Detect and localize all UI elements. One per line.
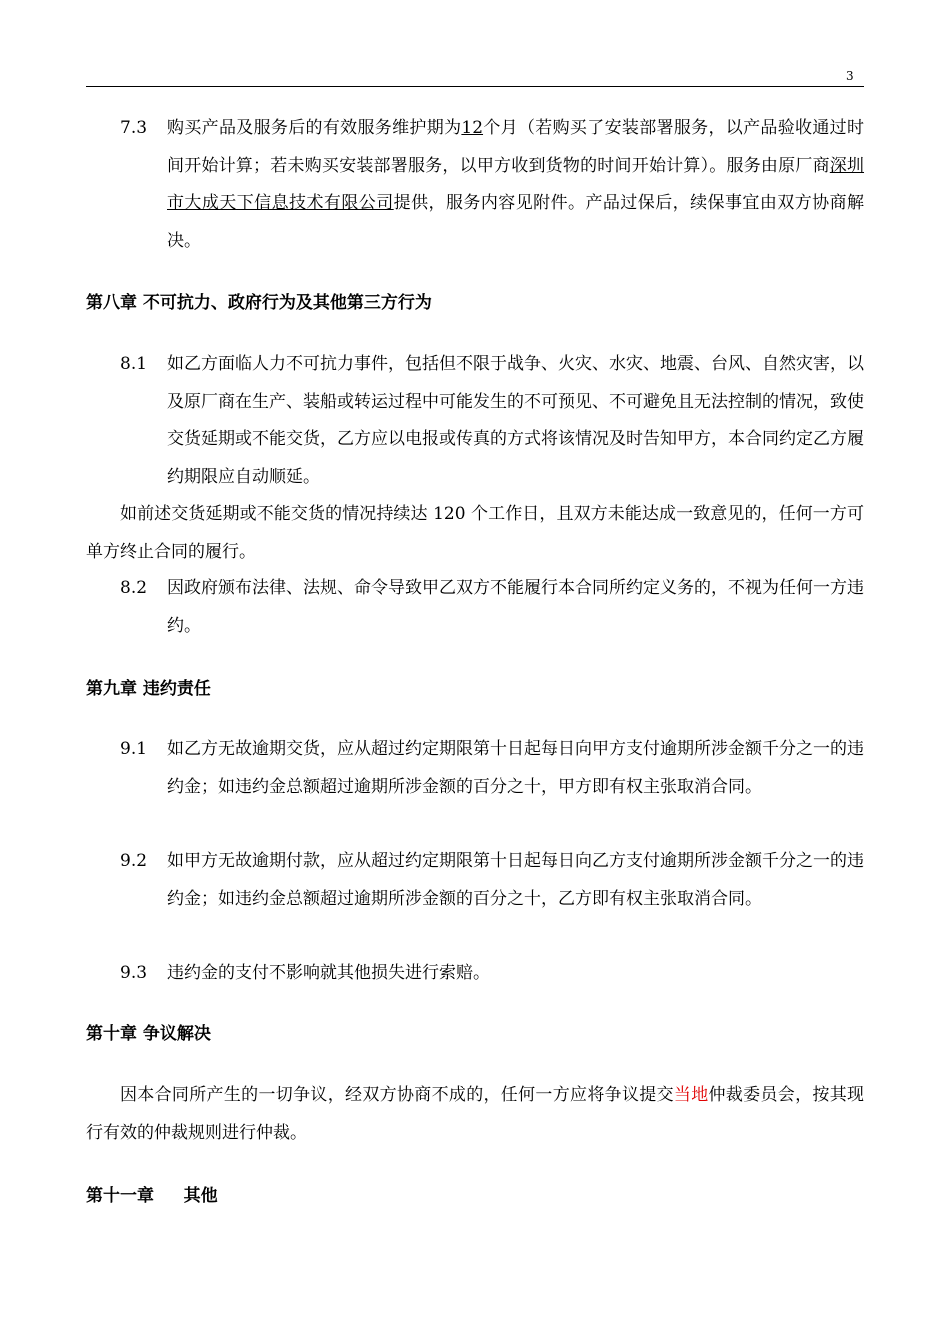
clause-number: 8.1: [120, 354, 148, 374]
clause-number: 8.2: [120, 578, 148, 598]
clause-7-3: [120, 110, 864, 260]
clause-number: 7.3: [120, 118, 148, 138]
clause-text-part: 提供，服务内容见附件。产品过保后，续保事宜由双方协商解决。: [167, 193, 865, 251]
chapter-10-paragraph: [86, 1077, 864, 1152]
clause-number: 9.2: [120, 851, 148, 871]
clause-number: 9.1: [120, 739, 148, 759]
chapter-11-title: 第十一章 其他: [86, 1186, 218, 1206]
paragraph-text-part: 仲裁委员会，按其现行有效的仲裁规则进行仲裁。: [86, 1085, 865, 1143]
arbitration-location: 当地: [673, 1085, 709, 1105]
clause-9-1: [120, 731, 864, 806]
chapter-8-paragraph: 如前述交货延期或不能交货的情况持续达 120 个工作日，且双方未能达成一致意见的，任何一方可单方终止合同的履行。: [86, 504, 864, 562]
service-period-value: 12: [461, 118, 484, 138]
clause-9-3: [120, 955, 864, 993]
clause-text: 违约金的支付不影响就其他损失进行索赔。: [167, 963, 490, 983]
vendor-name: 深圳市大成天下信息技术有限公司: [167, 155, 865, 213]
clause-9-2: [120, 843, 864, 918]
chapter-8-title: 第八章 不可抗力、政府行为及其他第三方行为: [86, 293, 432, 313]
clause-text: 如甲方无故逾期付款，应从超过约定期限第十日起每日向乙方支付逾期所涉金额千分之一的违约金；如违约金总额超过逾期所涉金额的百分之十，乙方即有权主张取消合同。: [167, 851, 864, 909]
clause-text: 如乙方无故逾期交货，应从超过约定期限第十日起每日向甲方支付逾期所涉金额千分之一的违约金；如违约金总额超过逾期所涉金额的百分之十，甲方即有权主张取消合同。: [167, 739, 864, 797]
paragraph-text-part: 因本合同所产生的一切争议，经双方协商不成的，任何一方应将争议提交: [120, 1085, 674, 1105]
chapter-9-title: 第九章 违约责任: [86, 679, 211, 699]
clause-text: [167, 110, 864, 260]
chapter-10-title: 第十章 争议解决: [86, 1024, 211, 1044]
clause-8-1: [120, 346, 864, 496]
clause-text-part: 个月（若购买了安装部署服务，以产品验收通过时间开始计算；若未购买安装部署服务，以甲方收到货物的时间开始计算）。服务由原厂商: [167, 118, 865, 176]
clause-text: 如乙方面临人力不可抗力事件，包括但不限于战争、火灾、水灾、地震、台风、自然灾害，以及原厂商在生产、装船或转运过程中可能发生的不可预见、不可避免且无法控制的情况，致使交货延期或不能交货，乙方应以电报或传真的方式将该情况及时告知甲方，本合同约定乙方履约期限应自动顺延。: [167, 354, 864, 487]
clause-text: 因政府颁布法律、法规、命令导致甲乙双方不能履行本合同所约定义务的，不视为任何一方违约。: [167, 578, 864, 636]
clause-text-part: 购买产品及服务后的有效服务维护期为: [167, 118, 462, 138]
clause-number: 9.3: [120, 963, 148, 983]
clause-8-2: [120, 570, 864, 645]
page-number: 3: [846, 69, 854, 83]
header-rule: [86, 86, 864, 87]
